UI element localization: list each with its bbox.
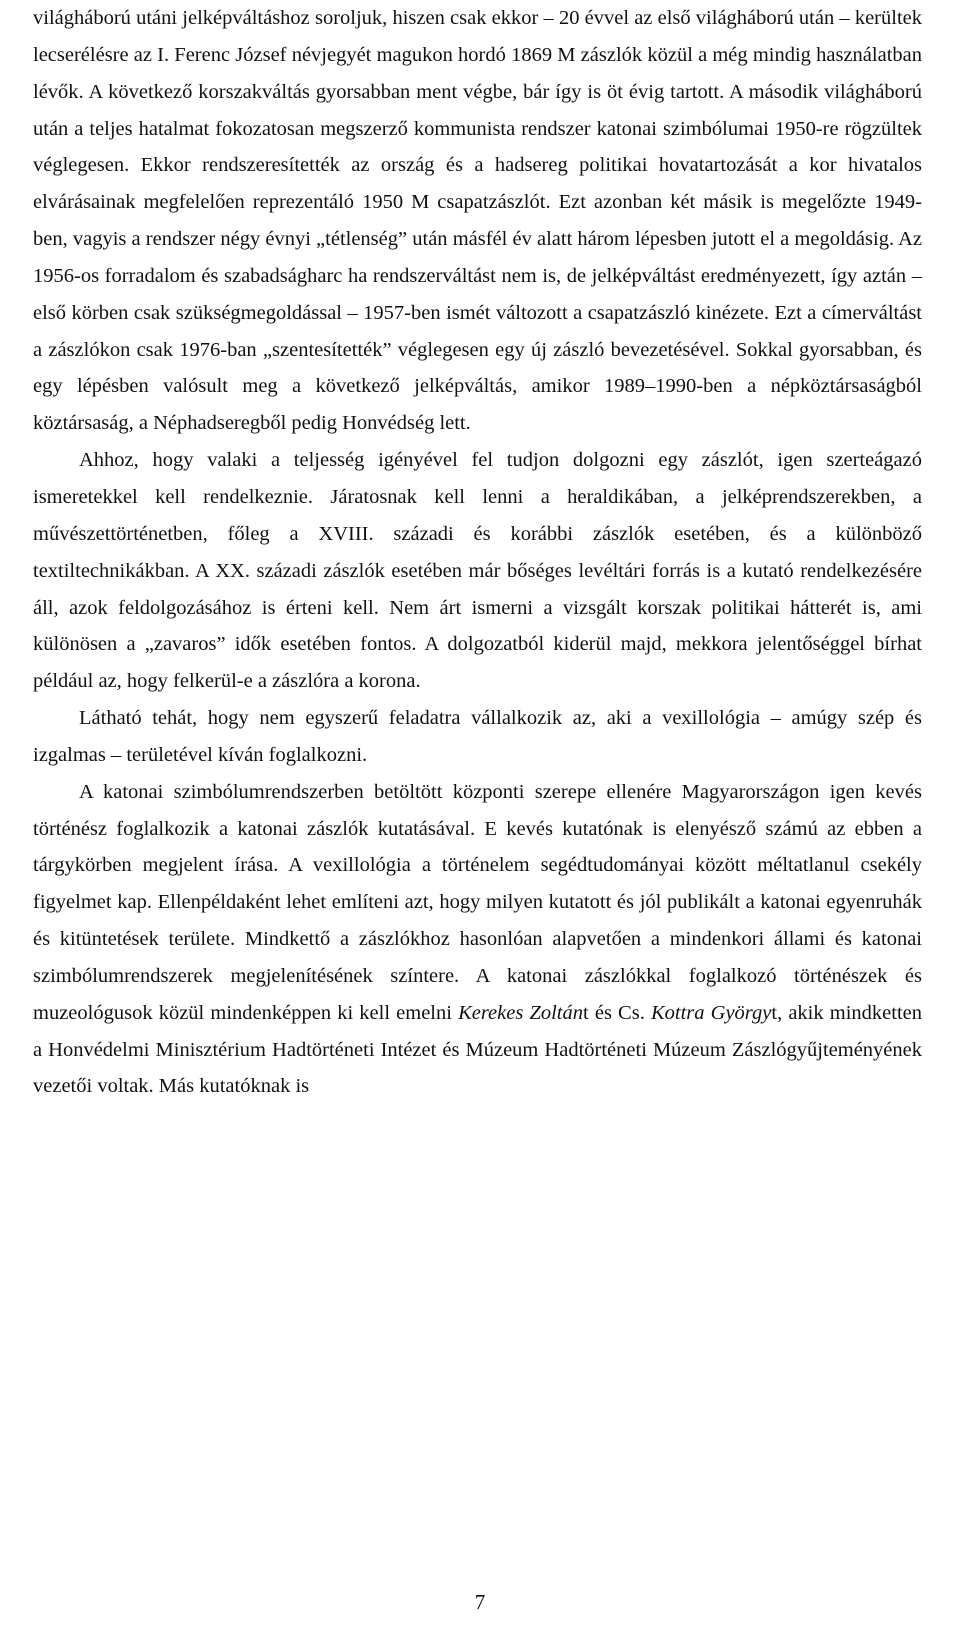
- paragraph-3: [33, 700, 922, 774]
- paragraph-3-text: Látható tehát, hogy nem egyszerű feladatra vállalkozik az, aki a vexillológia – amúgy szép és izgalmas – területével kíván foglalkozni.: [33, 707, 922, 766]
- author-name-kerekes: Kerekes Zoltán: [458, 1001, 584, 1024]
- paragraph-1: [33, 0, 922, 442]
- paragraph-2-text: Ahhoz, hogy valaki a teljesség igényével fel tudjon dolgozni egy zászlót, igen szerteágazó ismeretekkel kell rendelkeznie. Járatosnak kell lenni a heraldikában, a jelképrendszerekben, a művészettörténetben, főleg a XVIII. századi és korábbi zászlók esetében, és a különböző textiltechnikákban. A XX. századi zászlók esetében már bőséges levéltári forrás is a kutató rendelkezésére áll, azok feldolgozásához is érteni kell. Nem árt ismerni a vizsgált korszak politikai hátterét is, ami különösen a „zavaros” idők esetében fontos. A dolgozatból kiderül majd, mekkora jelentőséggel bírhat például az, hogy felkerül-e a zászlóra a korona.: [33, 449, 922, 693]
- author-name-kottra: Kottra György: [650, 1001, 772, 1024]
- paragraph-4-text-cont: t és Cs.: [583, 1001, 651, 1024]
- paragraph-4: [33, 774, 922, 1106]
- paragraph-1-text: világháború utáni jelképváltáshoz soroljuk, hiszen csak ekkor – 20 évvel az első világháború után – kerültek lecserélésre az I. Ferenc József névjegyét magukon hordó 1869 M zászlók közül a még mindig használatban lévők. A következő korszakváltás gyorsabban ment végbe, bár így is öt évig tartott. A második világháború után a teljes hatalmat fokozatosan megszerző kommunista rendszer katonai szimbólumai 1950-re rögzültek véglegesen. Ekkor rendszeresítették az ország és a hadsereg politikai hovatartozását a kor hivatalos elvárásainak megfelelően reprezentáló 1950 M csapatzászlót. Ezt azonban két másik is megelőzte 1949-ben, vagyis a rendszer négy évnyi „tétlenség” után másfél év alatt három lépesben jutott el a megoldásig. Az 1956-os forradalom és szabadságharc ha rendszerváltást nem is, de jelképváltást eredményezett, így aztán – első körben csak szükségmegoldással – 1957-ben ismét változott a csapatzászló kinézete. Ezt a címerváltást a zászlókon csak 1976-ban „szentesítették” véglegesen egy új zászló bevezetésével. Sokkal gyorsabban, és egy lépésben valósult meg a következő jelképváltás, amikor 1989–1990-ben a népköztársaságból köztársaság, a Néphadseregből pedig Honvédség lett.: [33, 7, 922, 435]
- paragraph-2: [33, 442, 922, 700]
- page-number: 7: [474, 1590, 486, 1614]
- body-text: [33, 0, 922, 1105]
- paragraph-4-text-end: t, akik mindketten a Honvédelmi Minisztérium Hadtörténeti Intézet és Múzeum Hadtörténeti Múzeum Zászlógyűjteményének vezetői voltak. Más kutatóknak is: [33, 1001, 922, 1098]
- paragraph-4-text: A katonai szimbólumrendszerben betöltött központi szerepe ellenére Magyarországon igen kevés történész foglalkozik a katonai zászlók kutatásával. E kevés kutatónak is elenyésző számú az ebben a tárgykörben megjelent írása. A vexillológia a történelem segédtudományai között méltatlanul csekély figyelmet kap. Ellenpéldaként lehet említeni azt, hogy milyen kutatott és jól publikált a katonai egyenruhák és kitüntetések területe. Mindkettő a zászlókhoz hasonlóan alapvetően a mindenkori állami és katonai szimbólumrendszerek megjelenítésének színtere. A katonai zászlókkal foglalkozó történészek és muzeológusok közül mindenképpen ki kell emelni: [33, 780, 922, 1024]
